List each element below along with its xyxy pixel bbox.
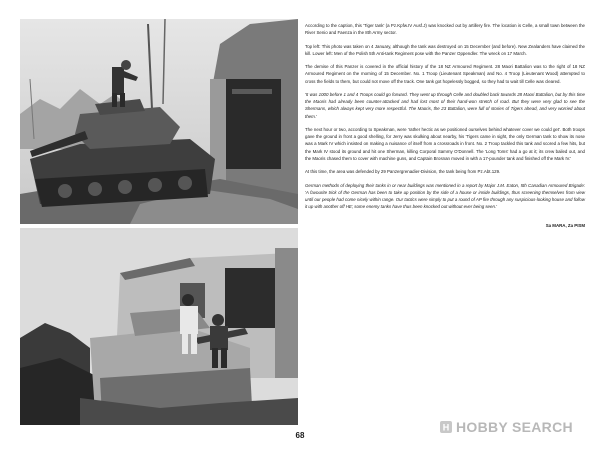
paragraph-german-methods: German methods of deploying their tanks in or near buildings was mentioned in a report by Major J.M. Eaton, 5th Canadian Armoured Brigade: 'A favourite trick of the German has been to take up position by the side of a house or inside buildings, thus screening themselves from view until our people had come nicely within range. Our tactics were simply to put a round of AP fire through any suspicious-looking house and follow it up with another off HE; some enemy tanks have thus been knocked out without ever being seen.' <box>305 182 585 210</box>
photo-credit: Sa MARA, Za PISM <box>545 223 585 229</box>
photo-men-with-wreck <box>20 228 298 425</box>
paragraph-quote-troops: 'It was 1000 before 1 and 4 Troops could go forward. They went up through Celle and doubled back towards 28 Maori Battalion, but by this time the Maoris had already been counter-attacked and had lost most of their hand-won stretch of road. But they were very glad to see the Shermans, which always kept very more respectful. The Maoris, the 23 Battalion, were full of stories of Tigers ahead, and very worried about them.' <box>305 91 585 119</box>
hobby-search-logo-icon <box>440 421 452 433</box>
photo-men-with-wreck-image <box>20 228 298 425</box>
paragraph-photo-captions: Top left: This photo was taken on 4 January, although the tank was destroyed on 15 December (and before). New Zealanders have claimed the kill. Lower left: Men of the Polish 5th Anti-tank Regiment pose with the Panzer Oppendler. The wreck on 17 March. <box>305 43 585 56</box>
watermark-text: HOBBY SEARCH <box>456 419 573 435</box>
paragraph-defence: At this time, the area was defended by 29 Panzergrenadier-Division, the tank being from Pz.Abt.129. <box>305 169 501 175</box>
svg-text:H: H <box>442 422 450 433</box>
photo-tank-knocked-out <box>20 19 298 224</box>
paragraph-speakman-account: The next hour or two, according to Speakman, were 'rather hectic as we positioned ourselves behind whatever cover we could get'. Both troops gave the ground in front a good shelling, for Jerry was skulking about nearby, his 'Tigers came in sight, the only German tank to show its nose was a Mark IV which insisted on making a nuisance of itself from a crossroads in front. No. 2 Troop tackled this tank and scored a few hits, but the Mark IV stood its ground and hit one Sherman, killing Corporal Sammy O'Donnell. The 'Long Toms' had a go at it; its crew bailed out, and the Maoris chased them to cover with machine guns, and Captain Brosnan moved in with a 17-pounder tank and finished off the Mark IV.' <box>305 126 585 161</box>
paragraph-caption-intro: According to the caption, this 'Tiger tank' (a Pz.Kpfw.IV Ausf.J) was knocked out by artillery fire. The location is Celle, a small town between the River Senio and Faenza in the 8th Army sector. <box>305 23 585 36</box>
page-number: 68 <box>295 431 305 440</box>
article-text <box>305 22 585 236</box>
photo-tank-knocked-out-image <box>20 19 298 224</box>
paragraph-official-history: The demise of this Panzer is covered in the official history of the 18 NZ Armoured Regiment. 28 Maori Battalion was to the right of 18 NZ Armoured Regiment on the morning of 15 December. No. 1 Troop (Lieutenant Speakman) and No. 4 Troop (Lieutenant Wood) attempted to cross the fields to them, but could not move off the track. One tank got hopelessly bogged, so they had to wait till Celle was cleared. <box>305 64 585 84</box>
watermark <box>440 419 573 435</box>
